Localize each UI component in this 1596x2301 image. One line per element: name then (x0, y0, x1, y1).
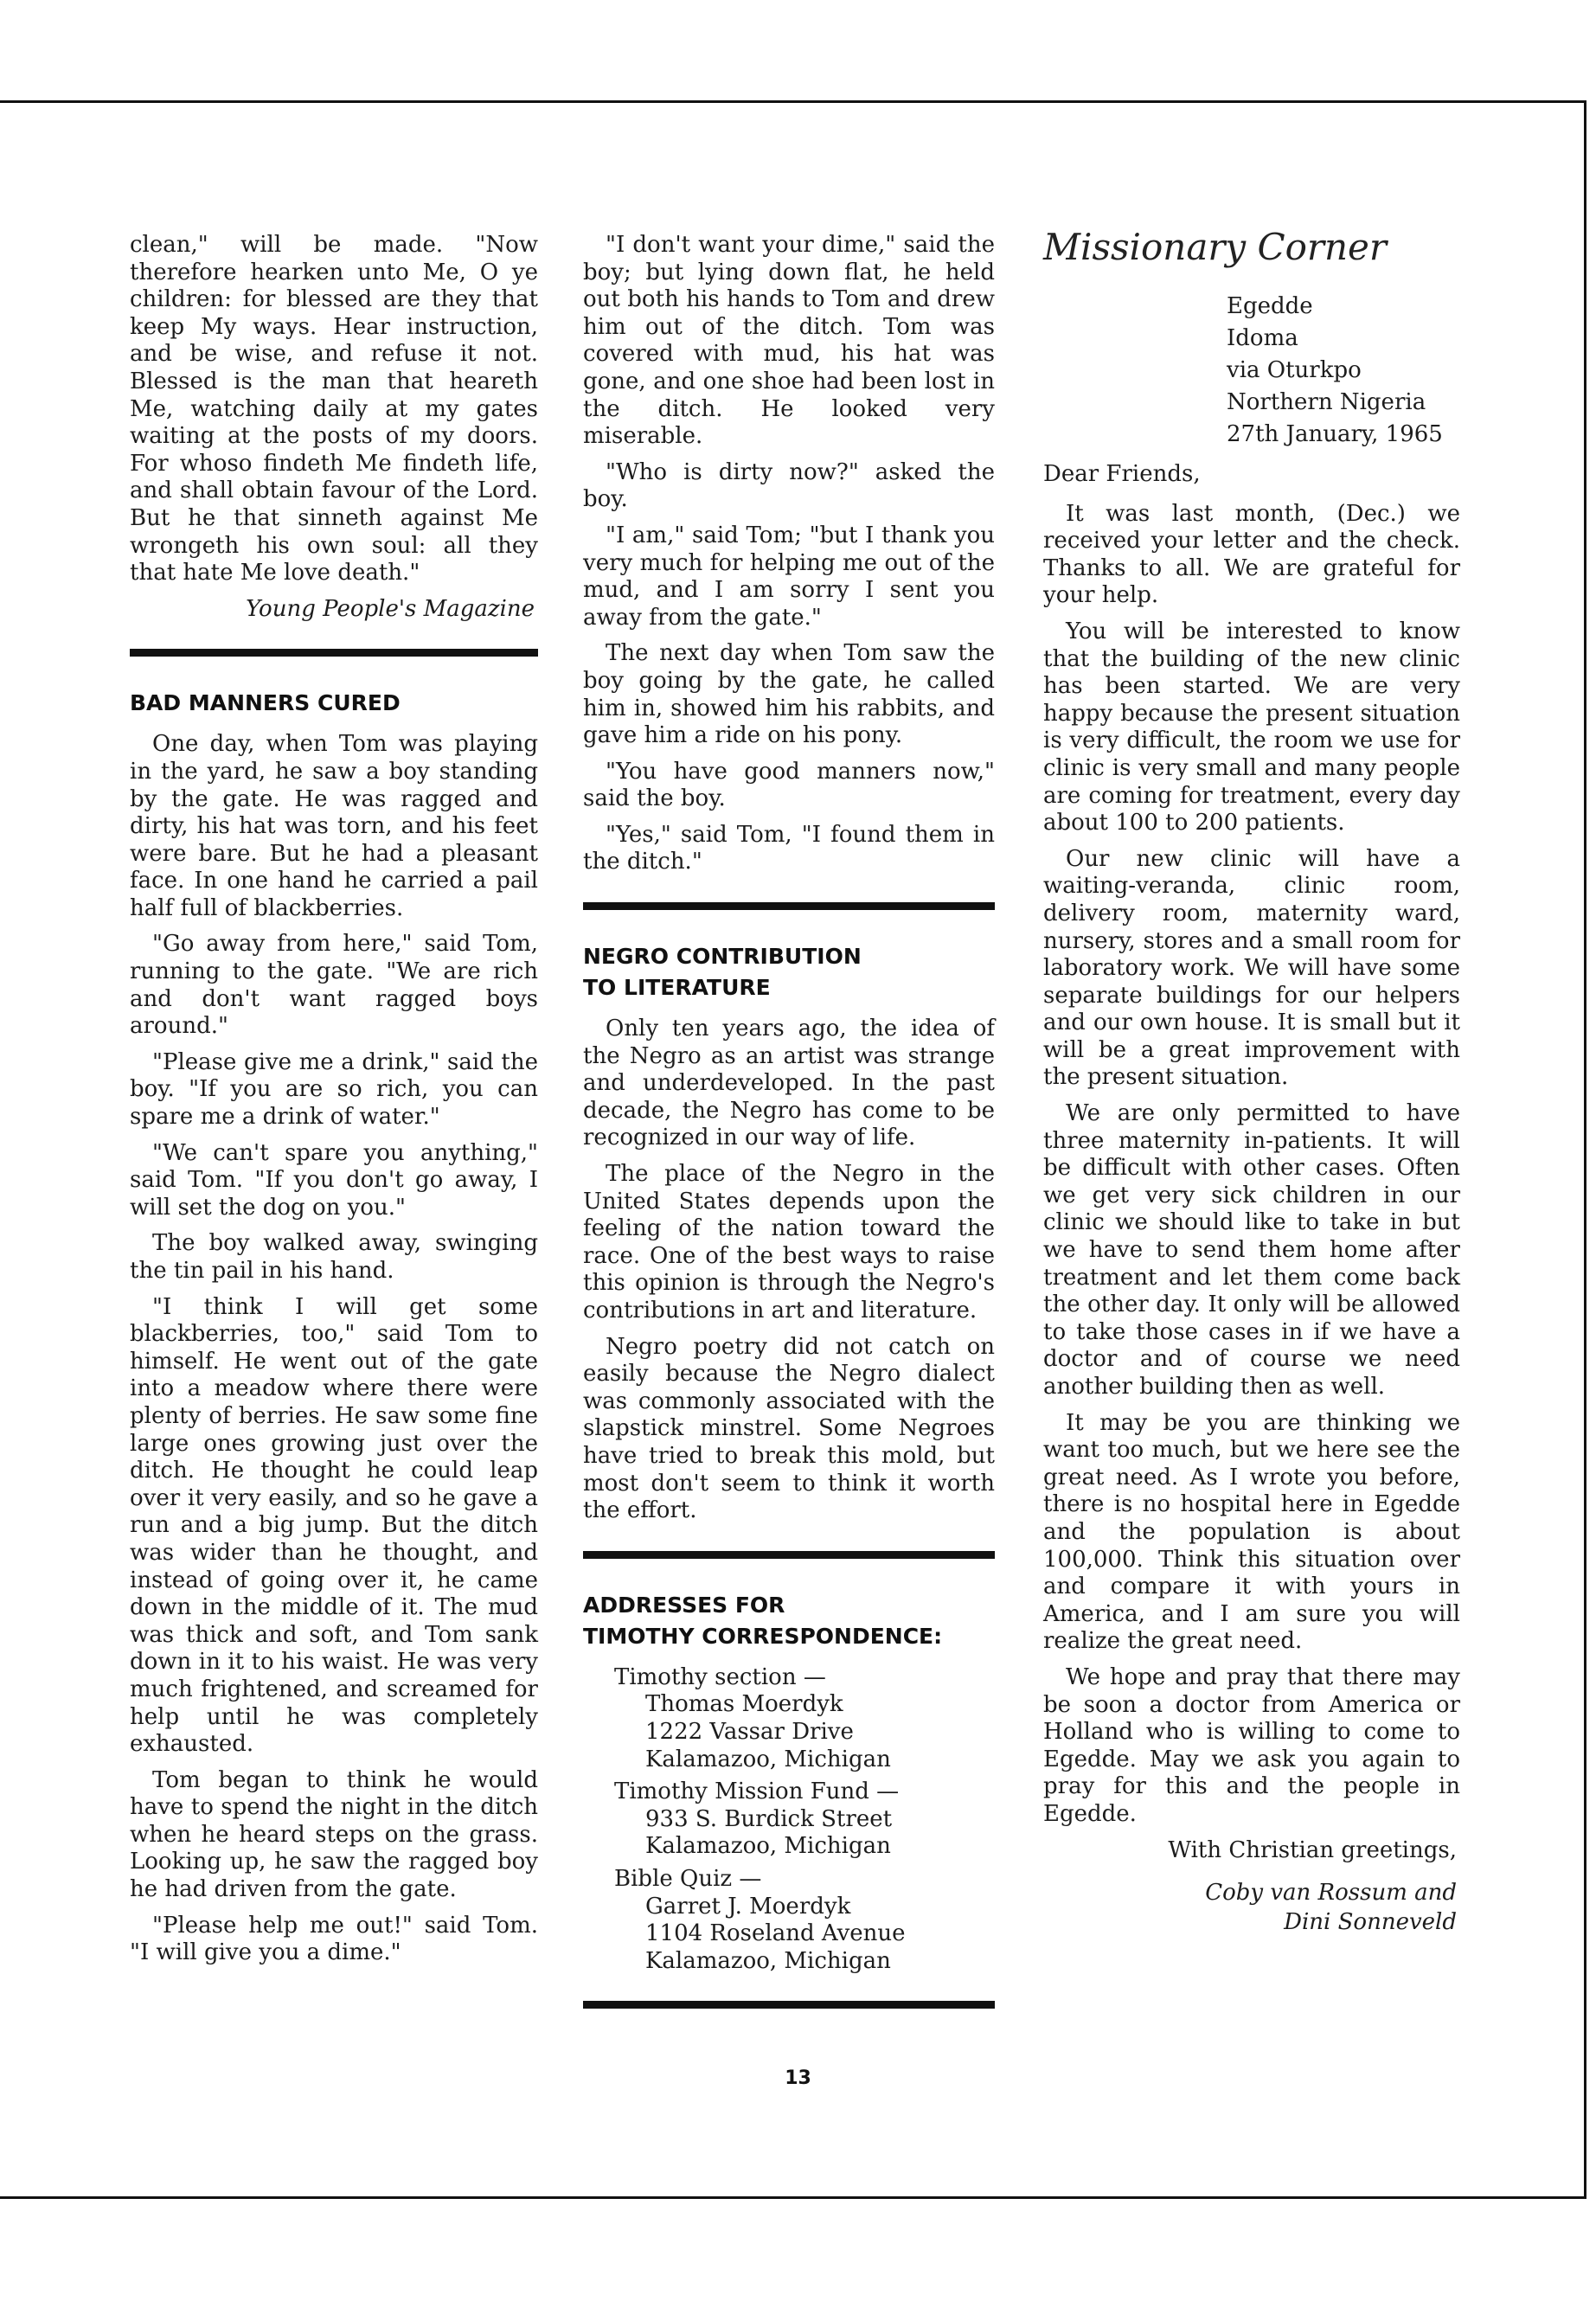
heading-line: ADDRESSES FOR (583, 1592, 785, 1618)
heading-bad-manners: BAD MANNERS CURED (130, 690, 401, 716)
location-line: Northern Nigeria (1227, 389, 1426, 415)
paragraph: "Please give me a drink," said the boy. "If you are so rich, you can spare me a drink of water." (130, 1048, 538, 1131)
address-label: Timothy section — (614, 1663, 826, 1690)
address-line: Garret J. Moerdyk (645, 1893, 851, 1920)
heading-line: TIMOTHY CORRESPONDENCE: (583, 1623, 943, 1649)
address-mission-fund (583, 1779, 995, 1861)
paragraph: "I don't want your dime," said the boy; but lying down flat, he held out both his hands to Tom and drew him out of the ditch. Tom was covered with mud, his hat was gone, and one shoe had been lost in the ditch. He looked very miserable. (583, 232, 995, 450)
paragraph: You will be interested to know that the building of the new clinic has been started. We are very happy because the present situation is very difficult, the room we use for clinic is very small and many people are coming for treatment, every day about 100 to 200 patients. (1043, 618, 1460, 836)
closing: With Christian greetings, (1168, 1836, 1457, 1863)
paragraph: Negro poetry did not catch on easily because the Negro dialect was commonly associated with the slapstick minstrel. Some Negroes have tried to break this mold, but most don't seem to think it worth the effort. (583, 1333, 995, 1524)
address-bible-quiz (583, 1866, 995, 1975)
attribution: Young People's Magazine (246, 595, 535, 622)
paragraph: "Go away from here," said Tom, running to the gate. "We are rich and don't want ragged boys around." (130, 931, 538, 1040)
column-1 (130, 232, 538, 1976)
address-label: Timothy Mission Fund — (614, 1779, 900, 1805)
paragraph: "Who is dirty now?" asked the boy. (583, 458, 995, 513)
address-line: 933 S. Burdick Street (645, 1805, 893, 1832)
paragraph: It was last month, (Dec.) we received your letter and the check. Thanks to all. We are grateful for your help. (1043, 500, 1460, 609)
column-2 (583, 232, 995, 2040)
section-divider (583, 902, 995, 910)
address-line: Kalamazoo, Michigan (645, 1746, 891, 1772)
paragraph: "Please help me out!" said Tom. "I will give you a dime." (130, 1912, 538, 1966)
heading-line: NEGRO CONTRIBUTION (583, 944, 862, 970)
location-line: Egedde (1227, 293, 1313, 319)
paragraph: One day, when Tom was playing in the yard, he saw a boy standing by the gate. He was ragged and dirty, his hat was torn, and his feet were bare. But he had a pleasant face. In one hand he carried a pail half full of blackberries. (130, 731, 538, 921)
paragraph: "You have good manners now," said the boy. (583, 758, 995, 812)
paragraph: "I am," said Tom; "but I thank you very much for helping me out of the mud, and I am sorry I sent you away from the gate." (583, 522, 995, 631)
letter-location (1043, 291, 1460, 451)
paragraph: The next day when Tom saw the boy going by the gate, he called him in, showed him his rabbits, and gave him a ride on his pony. (583, 640, 995, 749)
section-divider (583, 1551, 995, 1559)
address-timothy-section (583, 1664, 995, 1773)
paragraph: We are only permitted to have three maternity in-patients. It will be difficult with other cases. Often we get very sick children in our clinic we should like to take in but we have to send them home after treatment and let them come back the other day. It only will be allowed to take those cases in if we have a doctor and of course we need another building then as well. (1043, 1100, 1460, 1400)
continued-text: clean," will be made. "Now therefore hearken unto Me, O ye children: for blessed are they that keep My ways. Hear instruction, and be wise, and refuse it not. Blessed is the man that heareth Me, watching daily at my gates waiting at the posts of my doors. For whoso findeth Me findeth life, and shall obtain favour of the Lord. But he that sinneth against Me wrongeth his own soul: all they that hate Me love death." (130, 232, 538, 586)
section-divider (583, 2001, 995, 2009)
address-line: Kalamazoo, Michigan (645, 1947, 891, 1974)
signature-line: Dini Sonneveld (1284, 1909, 1457, 1936)
address-label: Bible Quiz — (614, 1865, 762, 1892)
paragraph: "Yes," said Tom, "I found them in the ditch." (583, 821, 995, 875)
paragraph: The place of the Negro in the United States depends upon the feeling of the nation toward the race. One of the best ways to raise this opinion is through the Negro's contributions in art and literature. (583, 1161, 995, 1324)
paragraph: "We can't spare you anything," said Tom. "If you don't go away, I will set the dog on you." (130, 1139, 538, 1221)
paragraph: "I think I will get some blackberries, too," said Tom to himself. He went out of the gate into a meadow where there were plenty of berries. He saw some fine large ones growing just over the ditch. He thought he could leap over it very easily, and so he gave a run and a big jump. But the ditch was wider than he thought, and instead of going over it, he came down in the middle of it. The mud was thick and soft, and Tom sank down in it to his waist. He was very much frightened, and screamed for help until he was completely exhausted. (130, 1293, 538, 1758)
missionary-corner-title: Missionary Corner (1043, 226, 1387, 268)
salutation: Dear Friends, (1043, 461, 1201, 487)
page-number: 13 (785, 2067, 811, 2089)
paragraph: It may be you are thinking we want too much, but we here see the great need. As I wrote you before, there is no hospital here in Egedde and the population is about 100,000. Think this situation over and compare it with yours in America, and I am sure you will realize the great need. (1043, 1409, 1460, 1655)
paragraph: Our new clinic will have a waiting-veranda, clinic room, delivery room, maternity ward, nursery, stores and a small room for laboratory work. We will have some separate buildings for our helpers and our own house. It is small but it will be a great improvement with the present situation. (1043, 845, 1460, 1091)
paragraph: The boy walked away, swinging the tin pail in his hand. (130, 1230, 538, 1284)
address-line: Thomas Moerdyk (645, 1691, 843, 1718)
paragraph: Only ten years ago, the idea of the Negro as an artist was strange and underdeveloped. In the past decade, the Negro has come to be recognized in our way of life. (583, 1016, 995, 1151)
heading-addresses (583, 1590, 995, 1652)
address-line: Kalamazoo, Michigan (645, 1833, 891, 1860)
signature-line: Coby van Rossum and (1205, 1880, 1457, 1907)
paragraph: We hope and pray that there may be soon a doctor from America or Holland who is willing to come to Egedde. May we ask you again to pray for this and the people in Egedde. (1043, 1663, 1460, 1827)
paragraph: Tom began to think he would have to spend the night in the ditch when he heard steps on the grass. Looking up, he saw the ragged boy he had driven from the gate. (130, 1766, 538, 1903)
address-line: 1104 Roseland Avenue (645, 1920, 906, 1947)
letter-date: 27th January, 1965 (1227, 421, 1443, 447)
location-line: Idoma (1227, 325, 1298, 351)
address-line: 1222 Vassar Drive (645, 1718, 854, 1745)
section-divider (130, 649, 538, 657)
heading-line: TO LITERATURE (583, 975, 771, 1001)
location-line: via Oturkpo (1227, 357, 1362, 383)
heading-negro-contribution (583, 941, 995, 1003)
column-3 (1043, 227, 1460, 1937)
